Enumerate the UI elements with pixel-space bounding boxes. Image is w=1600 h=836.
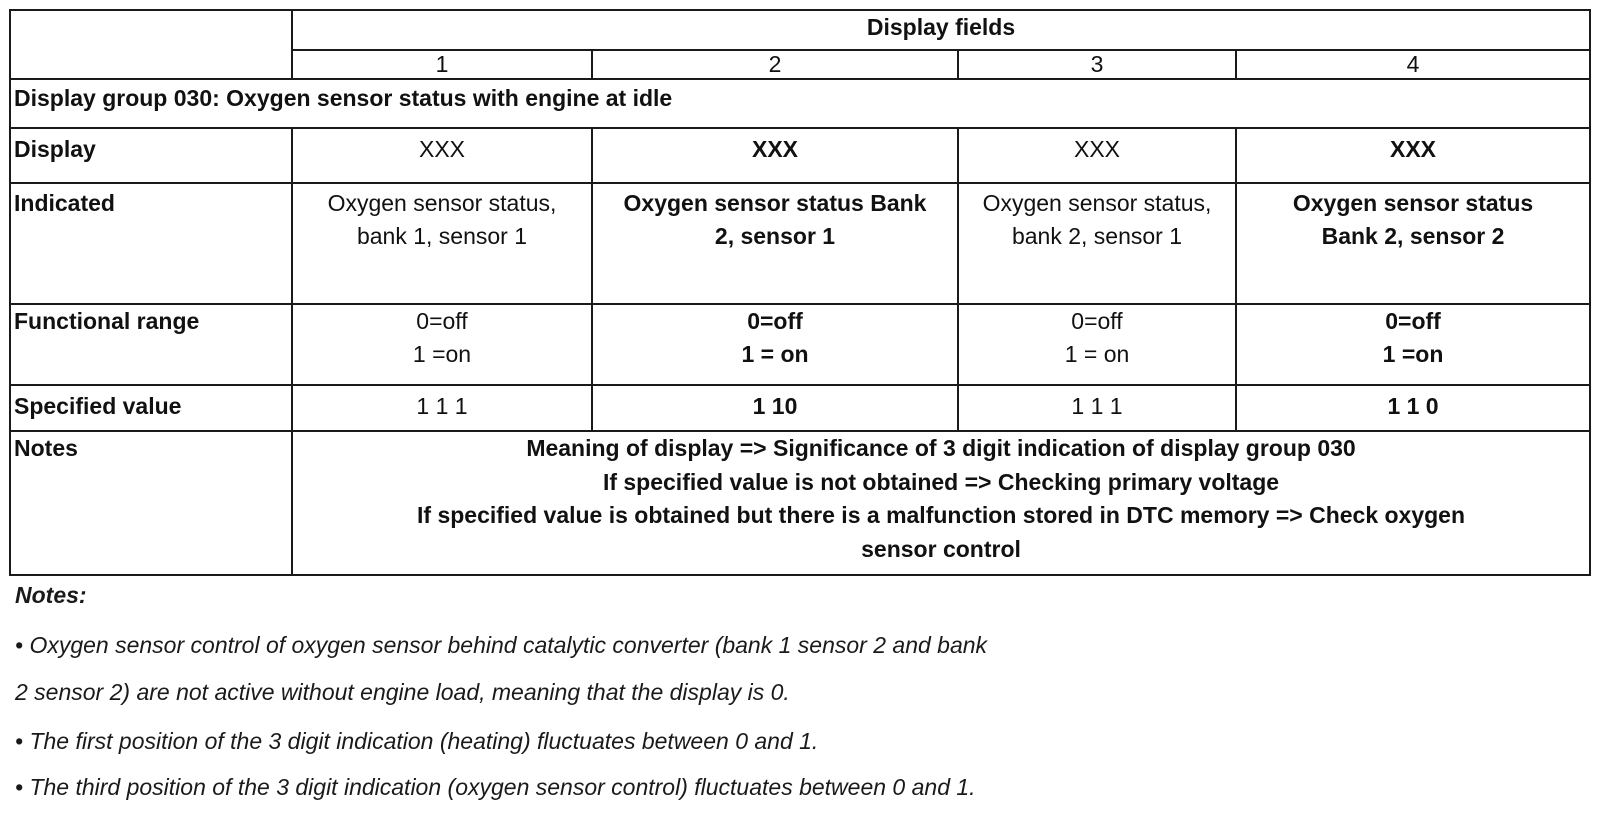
range-value [958,304,1236,385]
display-value: XXX [292,128,592,183]
indicated-value [592,183,958,304]
range-line: 1 =on [412,341,472,367]
functional-range-row [10,304,1590,385]
notes-title: Notes: [15,582,87,608]
note-line: • The first position of the 3 digit indication (heating) fluctuates between 0 and 1. [15,728,819,754]
range-line: 0=off [416,308,468,334]
group-title-row [10,79,1590,128]
row-label [10,304,292,385]
indicated-line: Bank 2, sensor 2 [1321,223,1505,249]
range-line: 0=off [747,308,803,334]
notes-line: If specified value is obtained but there is a malfunction stored in DTC memory => Check oxygen [417,502,1466,528]
row-label: Display [10,128,292,183]
row-label-text: Functional range [14,308,200,334]
indicated-value [958,183,1236,304]
indicated-value [292,183,592,304]
row-label: Notes [10,431,292,575]
range-value [592,304,958,385]
notes-line: Meaning of display => Significance of 3 digit indication of display group 030 [526,435,1356,461]
range-line: 0=off [1071,308,1123,334]
indicated-value [1236,183,1590,304]
notes-line: If specified value is not obtained => Checking primary voltage [602,468,1280,495]
display-value: XXX [1236,128,1590,183]
column-number: 3 [958,50,1236,79]
column-number: 1 [292,50,592,79]
specified-value: 1 1 1 [292,385,592,431]
document [9,9,1591,576]
range-line: 1 = on [741,341,809,367]
specified-value: 1 1 1 [958,385,1236,431]
display-value: XXX [592,128,958,183]
notes-row [10,431,1590,575]
note-line: • The third position of the 3 digit indication (oxygen sensor control) fluctuates between 0 and 1. [15,774,976,800]
indicated-line: bank 2, sensor 1 [1011,223,1183,249]
note-line: • Oxygen sensor control of oxygen sensor behind catalytic converter (bank 1 sensor 2 and bank [15,632,988,658]
display-group-table [9,9,1591,576]
specified-value-row [10,385,1590,431]
notes-line: sensor control [861,535,1021,562]
range-line: 1 = on [1064,341,1130,367]
range-line: 1 =on [1382,341,1444,367]
column-number: 4 [1236,50,1590,79]
indicated-line: bank 1, sensor 1 [356,223,528,249]
display-row [10,128,1590,183]
range-value [292,304,592,385]
indicated-line: Oxygen sensor status, [982,190,1212,216]
indicated-line: Oxygen sensor status, [327,190,557,216]
specified-value: 1 10 [592,385,958,431]
row-label: Indicated [10,183,292,304]
indicated-line: Oxygen sensor status [1292,190,1534,216]
indicated-line: 2, sensor 1 [714,223,836,249]
corner-cell [10,10,292,79]
indicated-row [10,183,1590,304]
note-line: 2 sensor 2) are not active without engine load, meaning that the display is 0. [15,679,790,705]
display-fields-header: Display fields [292,10,1590,50]
column-number: 2 [592,50,958,79]
range-line: 0=off [1385,308,1441,334]
group-title: Display group 030: Oxygen sensor status with engine at idle [10,79,1590,128]
header-row [10,10,1590,50]
range-value [1236,304,1590,385]
specified-value: 1 1 0 [1236,385,1590,431]
indicated-line: Oxygen sensor status Bank [623,190,927,216]
notes-text [292,431,1590,575]
row-label: Specified value [10,385,292,431]
display-value: XXX [958,128,1236,183]
